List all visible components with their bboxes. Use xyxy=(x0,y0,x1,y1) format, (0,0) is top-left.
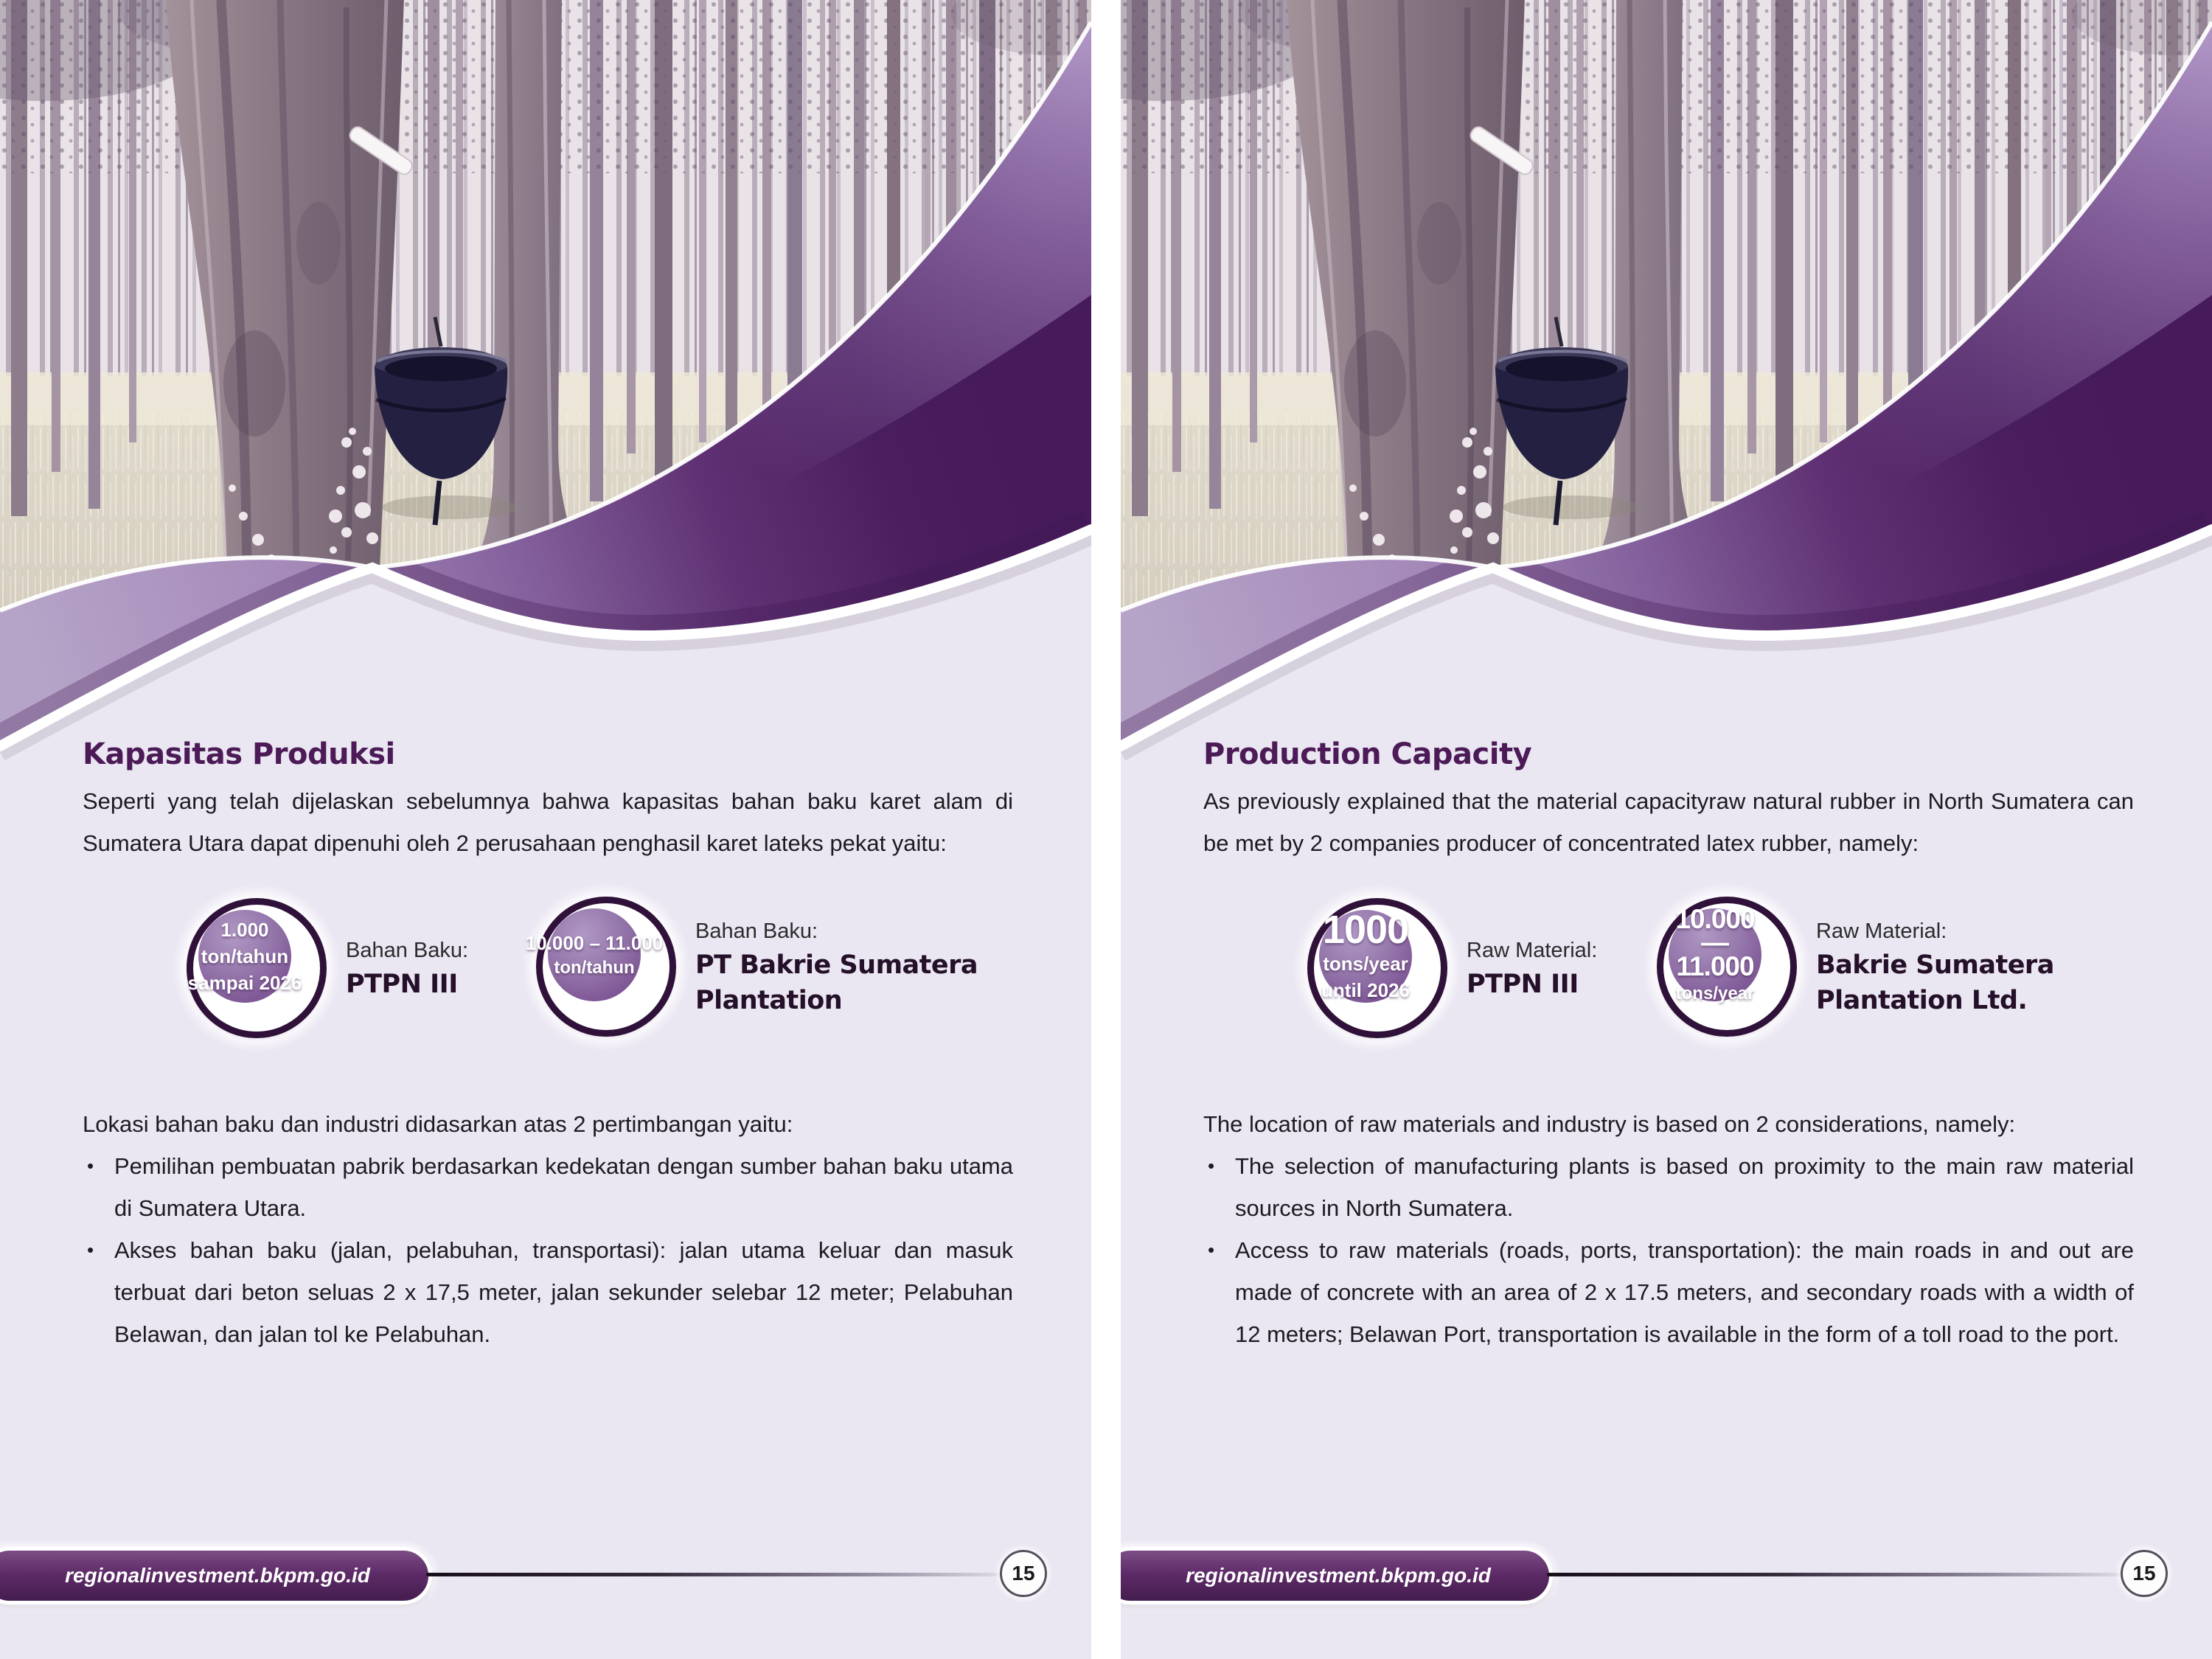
company-name: Bakrie Sumatera xyxy=(1816,950,2054,980)
considerations-list xyxy=(83,1145,1013,1355)
badge-text xyxy=(1467,934,1597,1002)
capacity-value: 1000 xyxy=(1322,908,1409,952)
page-title: Kapasitas Produksi xyxy=(83,737,395,771)
footer-site-url: regionalinvestment.bkpm.go.id xyxy=(1186,1564,1491,1587)
capacity-badge-bakrie xyxy=(1657,897,2054,1037)
capacity-badge-ptpn xyxy=(187,898,468,1038)
footer-site-url: regionalinvestment.bkpm.go.id xyxy=(65,1564,370,1587)
list-intro: Lokasi bahan baku dan industri didasarkan atas 2 pertimbangan yaitu: xyxy=(83,1111,793,1137)
page-number-badge xyxy=(2121,1550,2168,1597)
list-item: • Access to raw materials (roads, ports, transportation): the main roads in and out are made of concrete with an area of 2 x 17.5 meters, and secondary roads with a width of 12 meters; Belawan Port, transportation is available in the form of a toll road to the port. xyxy=(1203,1229,2134,1355)
considerations-section xyxy=(83,1103,1013,1355)
company-name: PTPN III xyxy=(346,970,458,999)
capacity-range: 10.000 – 11.000 xyxy=(525,932,664,954)
page-number-badge xyxy=(1000,1550,1047,1597)
badge-label: Raw Material: xyxy=(1816,919,1947,943)
capacity-value: 1.000 xyxy=(220,919,269,941)
page-title: Production Capacity xyxy=(1203,737,1532,771)
footer-rule xyxy=(426,1573,1001,1576)
range-dash: — xyxy=(1701,928,1729,959)
company-name-line2: Plantation Ltd. xyxy=(1816,986,2028,1015)
considerations-list xyxy=(1203,1145,2134,1355)
capacity-circle xyxy=(1657,897,1797,1037)
list-item: • Pemilihan pembuatan pabrik berdasarkan kedekatan dengan sumber bahan baku utama di Sumatera Utara. xyxy=(83,1145,1013,1229)
footer-site-pill xyxy=(0,1547,432,1604)
considerations-section xyxy=(1203,1103,2134,1355)
capacity-range-low: 10.000 xyxy=(1675,904,1755,934)
capacity-badge-bakrie xyxy=(525,897,978,1037)
list-item: • The selection of manufacturing plants is based on proximity to the main raw material sources in North Sumatera. xyxy=(1203,1145,2134,1229)
badge-text xyxy=(1816,915,2054,1018)
intro-paragraph: As previously explained that the material capacityraw natural rubber in North Sumatera can be met by 2 companies producer of concentrated latex rubber, namely: xyxy=(1203,788,2134,856)
company-name: PT Bakrie Sumatera xyxy=(695,950,978,980)
capacity-unit: tons/year xyxy=(1323,953,1408,975)
badge-text xyxy=(695,915,978,1018)
capacity-badge-ptpn xyxy=(1307,898,1597,1038)
badge-label: Bahan Baku: xyxy=(346,939,469,962)
page-number: 15 xyxy=(2132,1562,2156,1585)
badge-text xyxy=(346,934,468,1002)
list-item: • Akses bahan baku (jalan, pelabuhan, transportasi): jalan utama keluar dan masuk terbuat dari beton seluas 2 x 17,5 meter, jalan sekunder selebar 12 meter; Pelabuhan Belawan, dan jalan tol ke Pelabuhan. xyxy=(83,1229,1013,1355)
capacity-circle xyxy=(1307,898,1447,1038)
badge-label: Bahan Baku: xyxy=(695,919,818,943)
footer-rule xyxy=(1547,1573,2122,1576)
capacity-unit: tons/year xyxy=(1675,984,1755,1004)
capacity-circle xyxy=(187,898,327,1038)
capacity-unit: ton/tahun xyxy=(201,945,289,967)
company-name: PTPN III xyxy=(1467,970,1579,999)
brochure-page-indonesian xyxy=(0,0,1091,1659)
footer-site-pill xyxy=(1121,1547,1553,1604)
badge-label: Raw Material: xyxy=(1467,939,1598,962)
capacity-unit: ton/tahun xyxy=(554,958,635,978)
capacity-circle xyxy=(525,897,676,1037)
capacity-period: until 2026 xyxy=(1321,979,1410,1001)
brochure-page-english xyxy=(1121,0,2212,1659)
intro-paragraph: Seperti yang telah dijelaskan sebelumnya bahwa kapasitas bahan baku karet alam di Sumatera Utara dapat dipenuhi oleh 2 perusahaan penghasil karet lateks pekat yaitu: xyxy=(83,788,1013,856)
page-number: 15 xyxy=(1012,1562,1035,1585)
list-intro: The location of raw materials and industry is based on 2 considerations, namely: xyxy=(1203,1111,2016,1137)
capacity-range-high: 11.000 xyxy=(1676,951,1754,981)
company-name-line2: Plantation xyxy=(695,986,843,1015)
capacity-period: sampai 2026 xyxy=(187,972,302,994)
